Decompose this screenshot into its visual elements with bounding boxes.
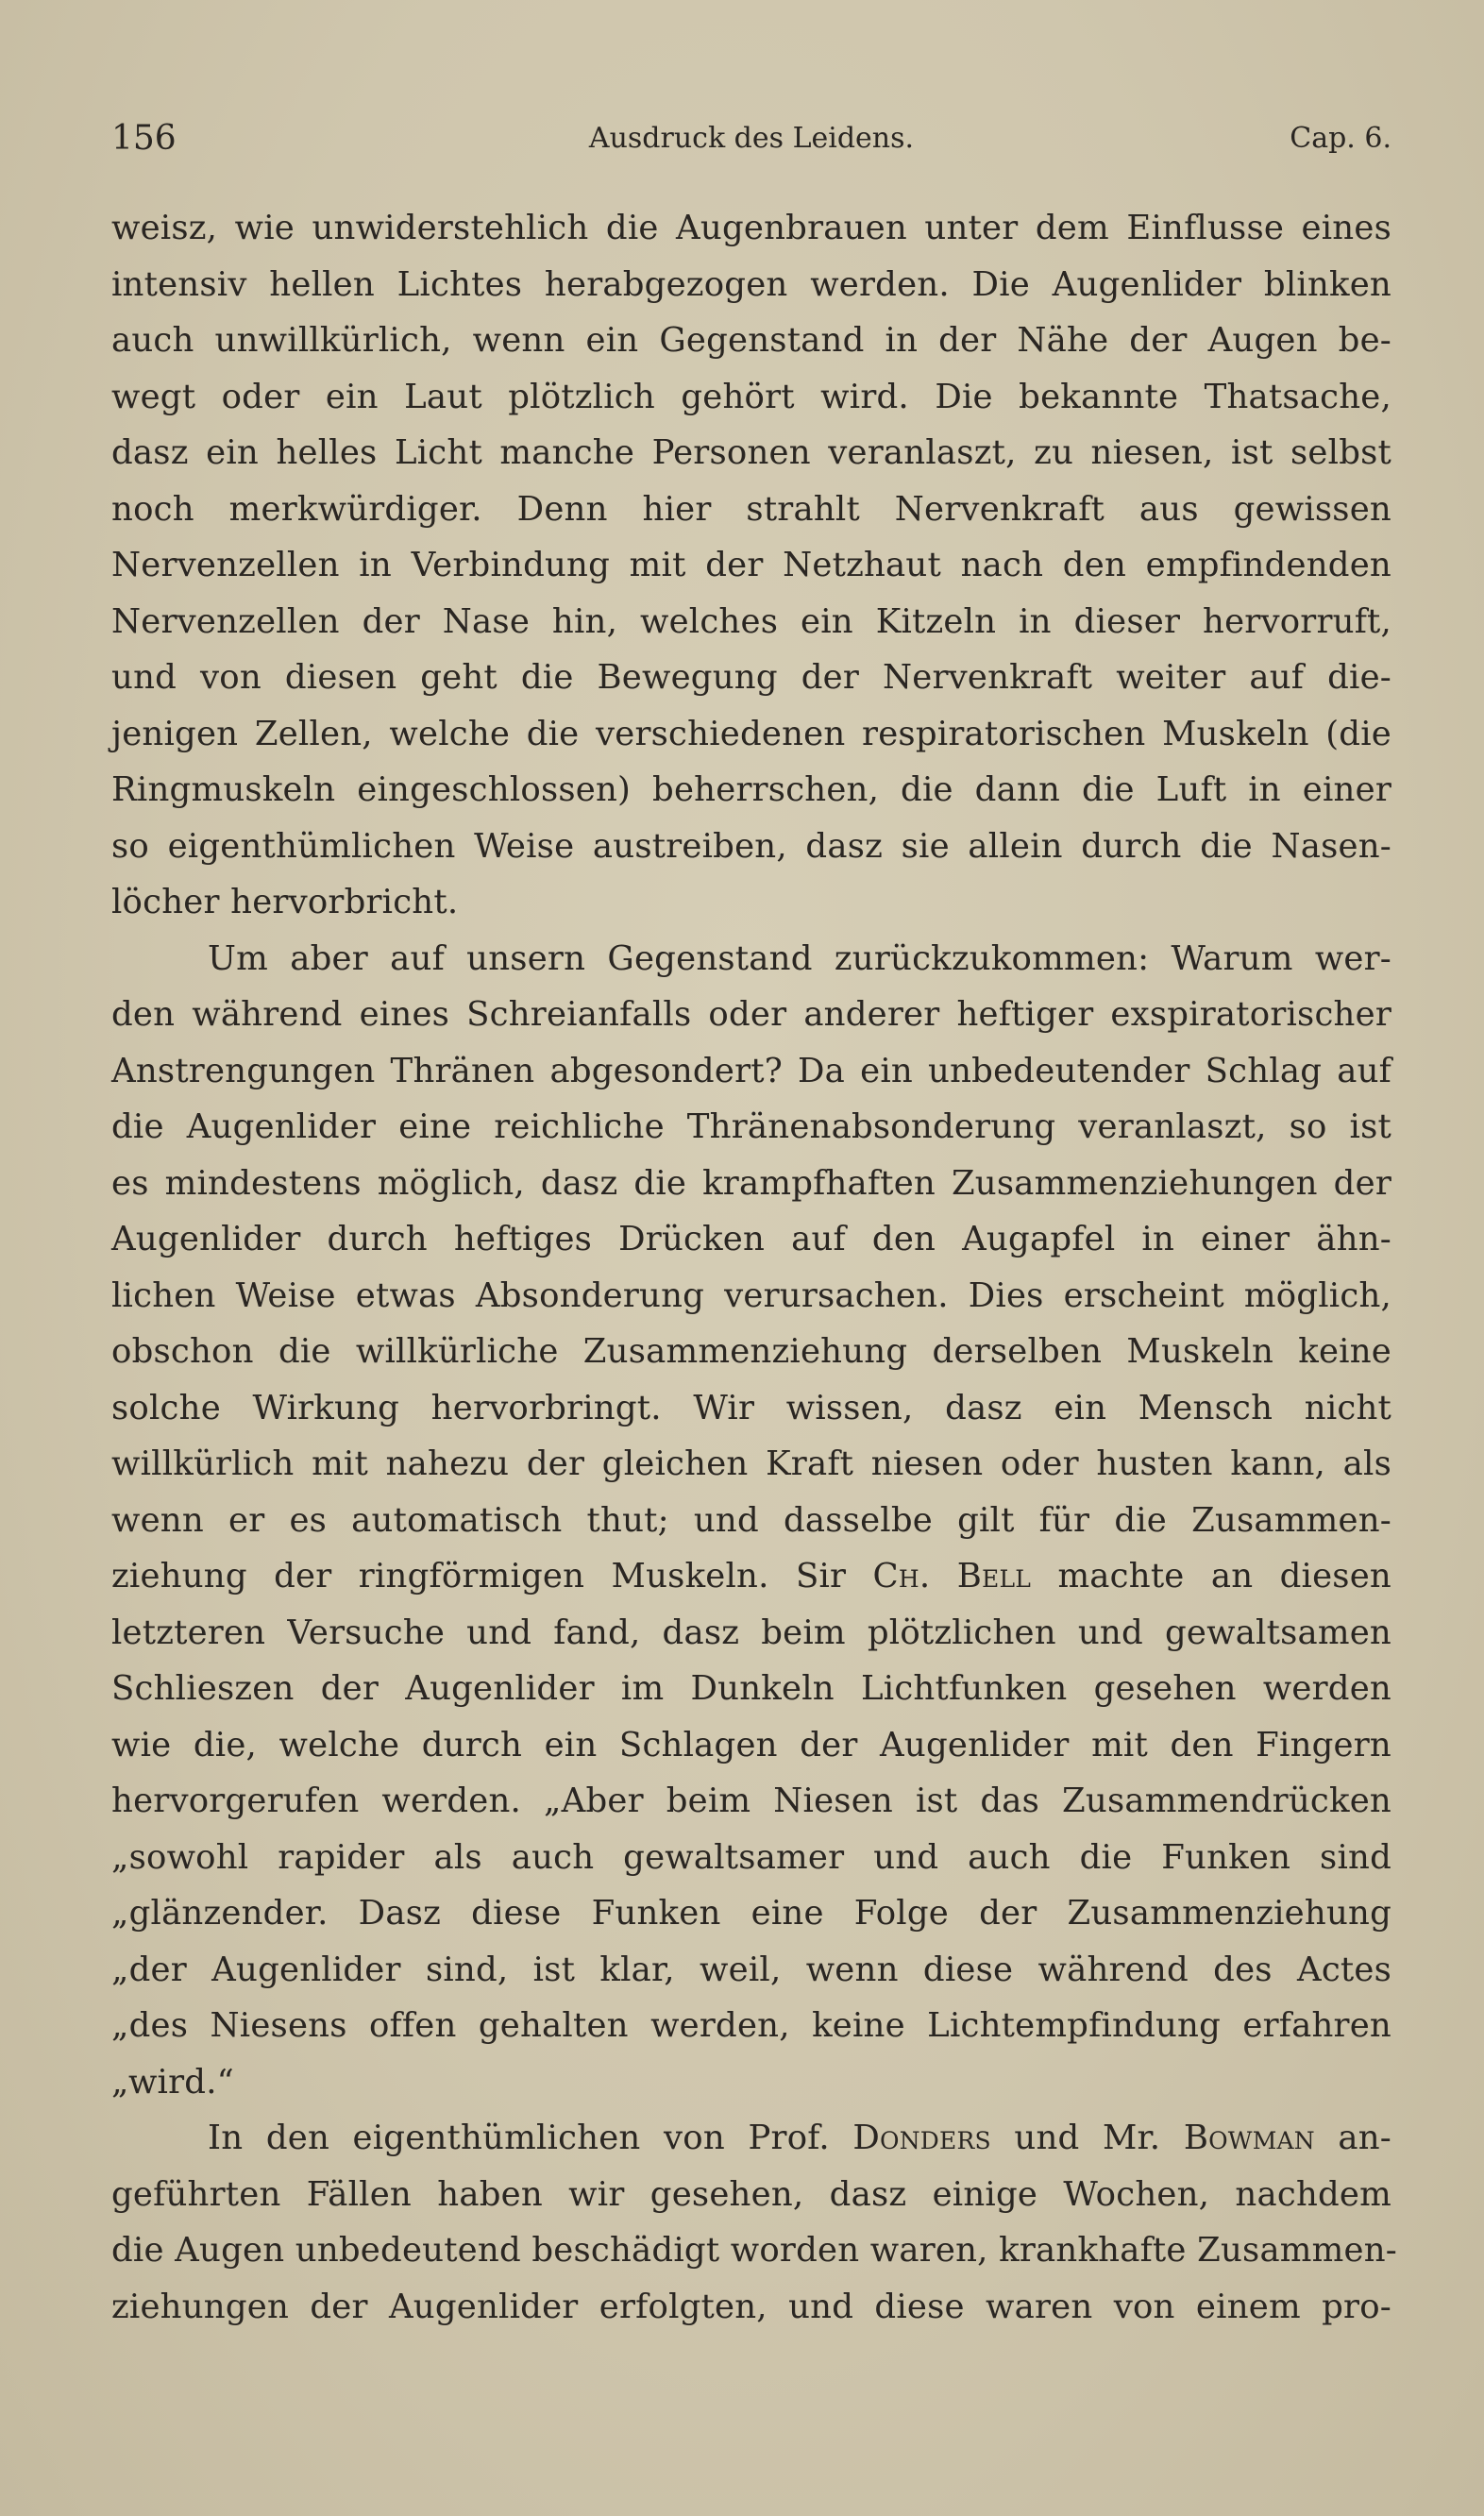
- author-name: Bowman: [1183, 2119, 1315, 2157]
- text-segment: machte an diesen: [1031, 1557, 1391, 1596]
- chapter-label: Cap. 6.: [1290, 122, 1391, 155]
- text-line: löcher hervorbricht.: [111, 883, 459, 921]
- text-segment: an-: [1314, 2119, 1392, 2157]
- text-line: wenn er es automatisch thut; und dasselbe gilt für die Zusammen-: [111, 1500, 1391, 1540]
- text-line: willkürlich mit nahezu der gleichen Kraft niesen oder husten kann, als: [111, 1444, 1391, 1483]
- text-line: die Augen unbedeutend beschädigt worden waren, krankhafte Zusammen-: [111, 2231, 1398, 2270]
- text-line: hervorgerufen werden. „Aber beim Niesen ist das Zusammendrücken: [111, 1781, 1391, 1820]
- text-line: jenigen Zellen, welche die verschiedenen respiratorischen Muskeln (die: [111, 714, 1391, 753]
- text-line: auch unwillkürlich, wenn ein Gegenstand in der Nähe der Augen be-: [111, 321, 1391, 360]
- text-segment: In den eigenthümlichen von Prof.: [208, 2119, 853, 2157]
- text-line: Schlieszen der Augenlider im Dunkeln Lichtfunken gesehen werden: [111, 1669, 1391, 1708]
- text-line: Augenlider durch heftiges Drücken auf den Augapfel in einer ähn-: [111, 1220, 1391, 1258]
- page-number: 156: [111, 119, 177, 158]
- text-line: obschon die willkürliche Zusammenziehung derselben Muskeln keine: [111, 1332, 1391, 1371]
- text-line: „wird.“: [111, 2062, 235, 2102]
- text-segment: und Mr.: [990, 2119, 1184, 2157]
- text-line: wie die, welche durch ein Schlagen der Augenlider mit den Fingern: [111, 1725, 1391, 1765]
- text-line: letzteren Versuche und fand, dasz beim plötzlichen und gewaltsamen: [111, 1613, 1391, 1652]
- text-line: weisz, wie unwiderstehlich die Augenbrauen unter dem Einflusse eines: [111, 209, 1391, 247]
- text-line: intensiv hellen Lichtes herabgezogen werden. Die Augenlider blinken: [111, 264, 1391, 304]
- author-name: Donders: [852, 2119, 991, 2157]
- text-line: Ringmuskeln eingeschlossen) beherrschen, die dann die Luft in einer: [111, 770, 1391, 809]
- text-segment: ziehung der ringförmigen Muskeln. Sir: [111, 1557, 873, 1596]
- text-line: so eigenthümlichen Weise austreiben, dasz sie allein durch die Nasen-: [111, 826, 1391, 866]
- author-name: Ch. Bell: [872, 1557, 1032, 1596]
- text-line: lichen Weise etwas Absonderung verursachen. Dies erscheint möglich,: [111, 1275, 1391, 1315]
- text-line: „sowohl rapider als auch gewaltsamer und auch die Funken sind: [111, 1837, 1391, 1877]
- text-line: die Augenlider eine reichliche Thränenabsonderung veranlaszt, so ist: [111, 1107, 1391, 1146]
- body-text: [111, 200, 1398, 2335]
- paragraph-start-line: [111, 2110, 1391, 2167]
- text-line: wegt oder ein Laut plötzlich gehört wird. Die bekannte Thatsache,: [111, 377, 1391, 416]
- paragraph-start-line: Um aber auf unsern Gegenstand zurückzukommen: Warum wer-: [208, 938, 1391, 978]
- text-line: dasz ein helles Licht manche Personen veranlaszt, zu niesen, ist selbst: [111, 433, 1391, 472]
- text-line: und von diesen geht die Bewegung der Nervenkraft weiter auf die-: [111, 658, 1391, 697]
- text-line: es mindestens möglich, dasz die krampfhaften Zusammenziehungen der: [111, 1163, 1391, 1203]
- text-line: ziehungen der Augenlider erfolgten, und diese waren von einem pro-: [111, 2287, 1391, 2326]
- text-line: „des Niesens offen gehalten werden, keine Lichtempfindung erfahren: [111, 2006, 1391, 2045]
- text-line: „glänzender. Dasz diese Funken eine Folge der Zusammenziehung: [111, 1894, 1391, 1933]
- text-line: solche Wirkung hervorbringt. Wir wissen, dasz ein Mensch nicht: [111, 1388, 1391, 1427]
- text-line: Anstrengungen Thränen abgesondert? Da ein unbedeutender Schlag auf: [111, 1051, 1391, 1090]
- text-line: Nervenzellen der Nase hin, welches ein Kitzeln in dieser hervorruft,: [111, 601, 1391, 641]
- text-line: den während eines Schreianfalls oder anderer heftiger exspiratorischer: [111, 995, 1391, 1034]
- text-line: [111, 1548, 1391, 1605]
- text-line: „der Augenlider sind, ist klar, weil, wenn diese während des Actes: [111, 1950, 1391, 1989]
- running-header: [111, 115, 1391, 162]
- running-title: Ausdruck des Leidens.: [588, 122, 915, 155]
- text-line: Nervenzellen in Verbindung mit der Netzhaut nach den empfindenden: [111, 546, 1391, 584]
- text-line: noch merkwürdiger. Denn hier strahlt Nervenkraft aus gewissen: [111, 489, 1391, 529]
- text-line: geführten Fällen haben wir gesehen, dasz einige Wochen, nachdem: [111, 2174, 1391, 2214]
